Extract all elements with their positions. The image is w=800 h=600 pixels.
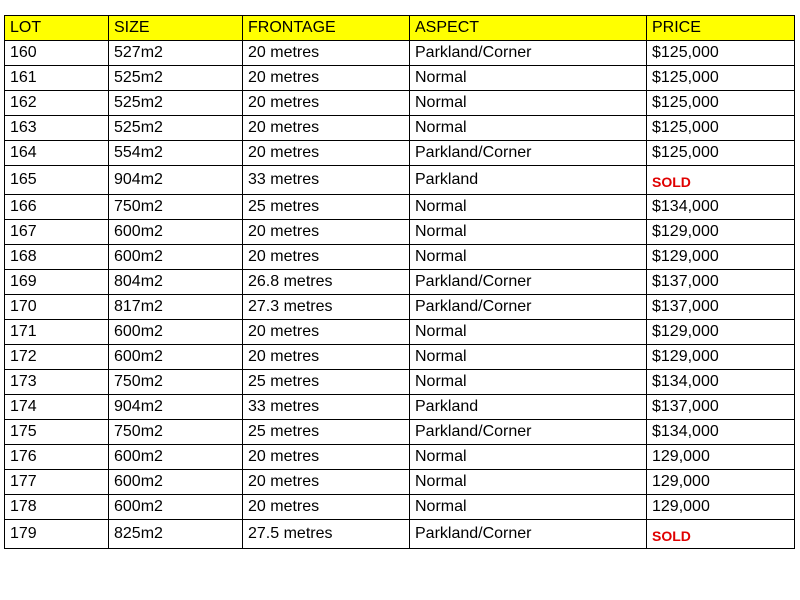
price-cell: $137,000	[647, 270, 795, 295]
table-row	[5, 166, 795, 195]
aspect-cell: Parkland	[410, 395, 647, 420]
table-row	[5, 295, 795, 320]
aspect-cell: Parkland/Corner	[410, 295, 647, 320]
table-row	[5, 116, 795, 141]
table-row	[5, 345, 795, 370]
lot-cell: 163	[5, 116, 109, 141]
lot-cell: 170	[5, 295, 109, 320]
size-cell: 600m2	[109, 495, 243, 520]
frontage-cell: 20 metres	[243, 220, 410, 245]
frontage-cell: 20 metres	[243, 495, 410, 520]
frontage-cell: 20 metres	[243, 91, 410, 116]
frontage-cell: 33 metres	[243, 395, 410, 420]
size-cell: 600m2	[109, 245, 243, 270]
frontage-cell: 25 metres	[243, 420, 410, 445]
price-cell: 129,000	[647, 470, 795, 495]
aspect-cell: Normal	[410, 66, 647, 91]
frontage-cell: 20 metres	[243, 116, 410, 141]
lot-cell: 161	[5, 66, 109, 91]
lot-cell: 166	[5, 195, 109, 220]
size-cell: 600m2	[109, 470, 243, 495]
price-cell: $134,000	[647, 195, 795, 220]
table-row	[5, 395, 795, 420]
frontage-cell: 20 metres	[243, 470, 410, 495]
sold-badge: SOLD	[647, 520, 795, 549]
column-header-size: SIZE	[109, 16, 243, 41]
size-cell: 525m2	[109, 66, 243, 91]
aspect-cell: Parkland/Corner	[410, 520, 647, 549]
size-cell: 750m2	[109, 420, 243, 445]
frontage-cell: 20 metres	[243, 345, 410, 370]
aspect-cell: Parkland/Corner	[410, 270, 647, 295]
frontage-cell: 20 metres	[243, 320, 410, 345]
aspect-cell: Normal	[410, 220, 647, 245]
table-row	[5, 445, 795, 470]
price-cell: $134,000	[647, 370, 795, 395]
size-cell: 750m2	[109, 195, 243, 220]
table-row	[5, 270, 795, 295]
price-cell: $129,000	[647, 220, 795, 245]
frontage-cell: 20 metres	[243, 445, 410, 470]
table-row	[5, 370, 795, 395]
frontage-cell: 20 metres	[243, 66, 410, 91]
table-row	[5, 245, 795, 270]
size-cell: 817m2	[109, 295, 243, 320]
aspect-cell: Normal	[410, 445, 647, 470]
price-cell: 129,000	[647, 445, 795, 470]
column-header-lot: LOT	[5, 16, 109, 41]
lot-cell: 171	[5, 320, 109, 345]
price-cell: $125,000	[647, 41, 795, 66]
price-cell: 129,000	[647, 495, 795, 520]
table-row	[5, 220, 795, 245]
table-body	[5, 41, 795, 549]
table-row	[5, 66, 795, 91]
frontage-cell: 33 metres	[243, 166, 410, 195]
lot-cell: 173	[5, 370, 109, 395]
size-cell: 904m2	[109, 395, 243, 420]
aspect-cell: Parkland	[410, 166, 647, 195]
lot-cell: 165	[5, 166, 109, 195]
aspect-cell: Normal	[410, 345, 647, 370]
size-cell: 904m2	[109, 166, 243, 195]
table-row	[5, 195, 795, 220]
price-cell: $129,000	[647, 245, 795, 270]
table-row	[5, 141, 795, 166]
table-row	[5, 320, 795, 345]
lot-cell: 174	[5, 395, 109, 420]
lot-cell: 179	[5, 520, 109, 549]
size-cell: 525m2	[109, 116, 243, 141]
frontage-cell: 25 metres	[243, 195, 410, 220]
lot-price-sheet	[4, 15, 794, 549]
frontage-cell: 20 metres	[243, 41, 410, 66]
aspect-cell: Normal	[410, 495, 647, 520]
aspect-cell: Normal	[410, 370, 647, 395]
lot-cell: 160	[5, 41, 109, 66]
table-header	[5, 16, 795, 41]
frontage-cell: 27.5 metres	[243, 520, 410, 549]
frontage-cell: 25 metres	[243, 370, 410, 395]
size-cell: 825m2	[109, 520, 243, 549]
price-cell: $125,000	[647, 66, 795, 91]
aspect-cell: Normal	[410, 470, 647, 495]
price-cell: $134,000	[647, 420, 795, 445]
lot-cell: 177	[5, 470, 109, 495]
column-header-aspect: ASPECT	[410, 16, 647, 41]
size-cell: 600m2	[109, 345, 243, 370]
frontage-cell: 20 metres	[243, 141, 410, 166]
size-cell: 600m2	[109, 220, 243, 245]
column-header-frontage: FRONTAGE	[243, 16, 410, 41]
table-row	[5, 41, 795, 66]
table-row	[5, 470, 795, 495]
price-cell: $137,000	[647, 395, 795, 420]
lot-cell: 168	[5, 245, 109, 270]
size-cell: 600m2	[109, 320, 243, 345]
lot-cell: 169	[5, 270, 109, 295]
size-cell: 600m2	[109, 445, 243, 470]
lot-cell: 164	[5, 141, 109, 166]
size-cell: 527m2	[109, 41, 243, 66]
size-cell: 804m2	[109, 270, 243, 295]
lot-cell: 178	[5, 495, 109, 520]
aspect-cell: Normal	[410, 320, 647, 345]
aspect-cell: Normal	[410, 116, 647, 141]
sold-badge: SOLD	[647, 166, 795, 195]
table-row	[5, 420, 795, 445]
table-row	[5, 91, 795, 116]
lot-price-table	[4, 15, 795, 549]
price-cell: $125,000	[647, 141, 795, 166]
lot-cell: 176	[5, 445, 109, 470]
price-cell: $129,000	[647, 345, 795, 370]
frontage-cell: 27.3 metres	[243, 295, 410, 320]
price-cell: $137,000	[647, 295, 795, 320]
table-row	[5, 495, 795, 520]
aspect-cell: Normal	[410, 245, 647, 270]
size-cell: 525m2	[109, 91, 243, 116]
lot-cell: 172	[5, 345, 109, 370]
size-cell: 750m2	[109, 370, 243, 395]
aspect-cell: Parkland/Corner	[410, 41, 647, 66]
column-header-price: PRICE	[647, 16, 795, 41]
lot-cell: 162	[5, 91, 109, 116]
header-row	[5, 16, 795, 41]
aspect-cell: Parkland/Corner	[410, 141, 647, 166]
price-cell: $129,000	[647, 320, 795, 345]
size-cell: 554m2	[109, 141, 243, 166]
lot-cell: 175	[5, 420, 109, 445]
table-row	[5, 520, 795, 549]
aspect-cell: Normal	[410, 91, 647, 116]
frontage-cell: 26.8 metres	[243, 270, 410, 295]
price-cell: $125,000	[647, 116, 795, 141]
frontage-cell: 20 metres	[243, 245, 410, 270]
aspect-cell: Normal	[410, 195, 647, 220]
lot-cell: 167	[5, 220, 109, 245]
price-cell: $125,000	[647, 91, 795, 116]
aspect-cell: Parkland/Corner	[410, 420, 647, 445]
